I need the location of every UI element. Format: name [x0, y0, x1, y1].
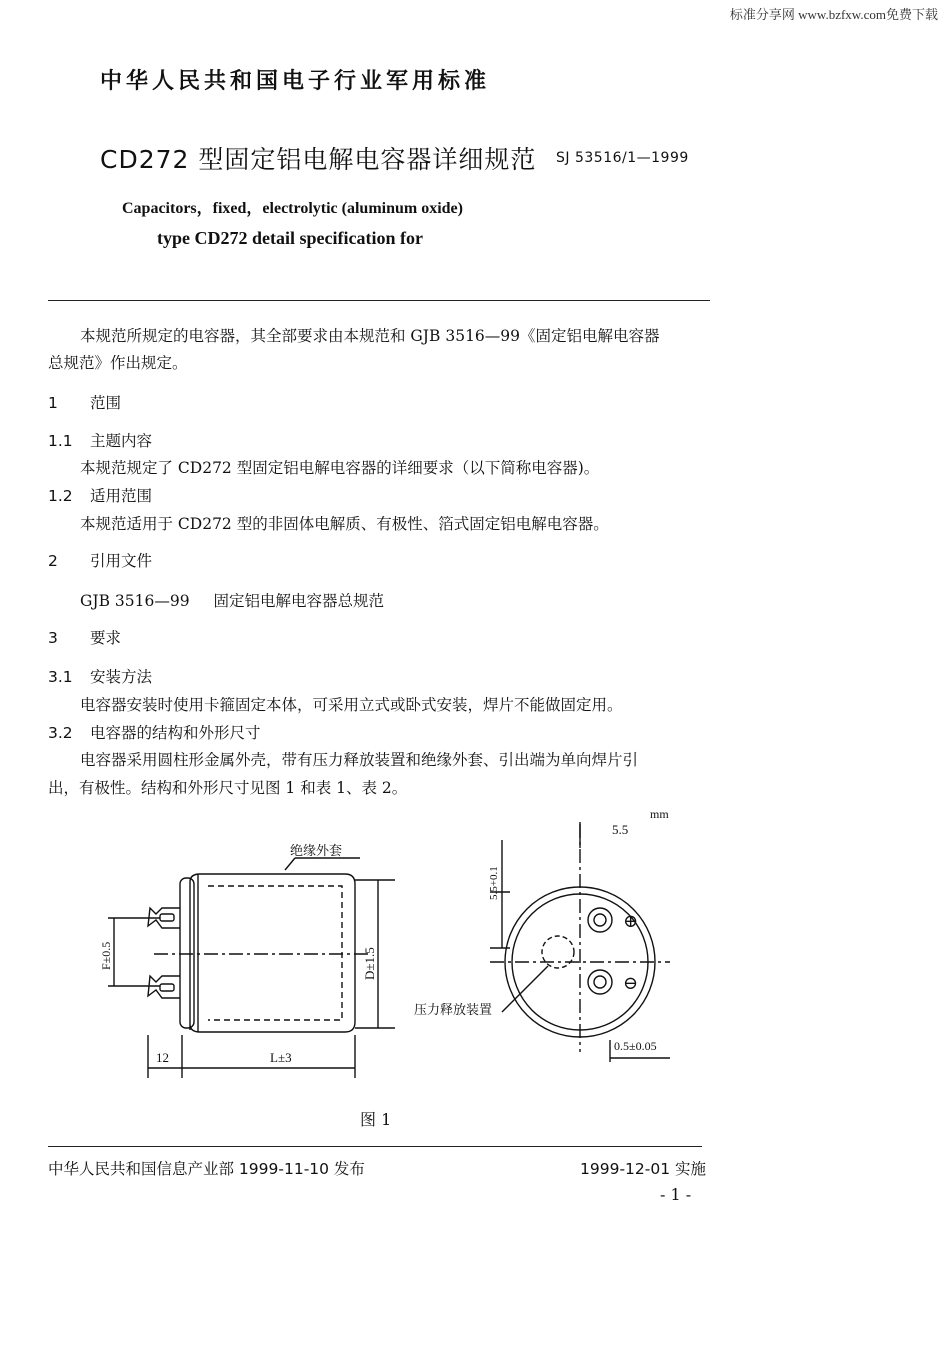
section-title: 适用范围 — [90, 487, 153, 505]
plus-terminal-icon: ⊕ — [623, 911, 639, 931]
section-title: 主题内容 — [90, 432, 153, 450]
footer-divider — [48, 1146, 702, 1147]
capacitor-inner-outline — [208, 886, 342, 1020]
length-l-label: L±3 — [270, 1050, 292, 1065]
header-divider — [48, 300, 710, 301]
sleeve-label: 绝缘外套 — [290, 843, 343, 858]
issuer-line: 中华人民共和国信息产业部 1999-11-10 发布 — [48, 1160, 365, 1178]
document-title: CD272 型固定铝电解电容器详细规范 — [100, 145, 537, 174]
standard-title: 中华人民共和国电子行业军用标准 — [100, 69, 491, 94]
section-number: 1.1 — [48, 432, 73, 450]
section-title: 引用文件 — [90, 552, 153, 570]
page-number: - 1 - — [660, 1185, 692, 1204]
reference-code: GJB 3516—99 — [80, 592, 190, 610]
section-heading-3 — [48, 626, 121, 648]
terminal-bottom — [148, 976, 180, 998]
section-3-2-text-line2: 出，有极性。结构和外形尺寸见图 1 和表 1、表 2。 — [48, 779, 408, 797]
f-dimension-label: F±0.5 — [99, 941, 113, 970]
length-12-label: 12 — [156, 1050, 169, 1065]
section-heading-1-2 — [48, 484, 152, 506]
dimension-05-label: 0.5±0.05 — [614, 1039, 657, 1053]
section-3-2-text-line1: 电容器采用圆柱形金属外壳，带有压力释放装置和绝缘外套、引出端为单向焊片引 — [80, 751, 639, 769]
section-title: 范围 — [90, 394, 122, 412]
section-number: 3 — [48, 629, 58, 647]
minus-terminal-icon: ⊖ — [623, 973, 639, 993]
section-number: 3.2 — [48, 724, 73, 742]
english-title-line1: Capacitors，fixed，electrolytic (aluminum oxide) — [122, 200, 463, 217]
section-3-1-text: 电容器安装时使用卡箍固定本体，可采用立式或卧式安装，焊片不能做固定用。 — [80, 696, 623, 714]
intro-paragraph-line2: 总规范》作出规定。 — [48, 354, 188, 372]
figure-1-drawing — [90, 800, 710, 1100]
watermark: 标准分享网 www.bzfxw.com免费下载 — [729, 7, 938, 22]
capacitor-body-outline — [190, 874, 355, 1032]
pressure-relief-label: 压力释放装置 — [414, 1002, 493, 1017]
d-dimension-label: D±1.5 — [362, 947, 377, 980]
section-heading-2 — [48, 549, 152, 571]
intro-paragraph-line1: 本规范所规定的电容器，其全部要求由本规范和 GJB 3516—99《固定铝电解电容器 — [80, 327, 660, 345]
dimension-55-top-label: 5.5 — [612, 822, 629, 837]
section-number: 1 — [48, 394, 58, 412]
capacitor-flange — [180, 878, 194, 1028]
section-heading-1-1 — [48, 429, 152, 451]
section-title: 安装方法 — [90, 668, 153, 686]
section-1-2-text: 本规范适用于 CD272 型的非固体电解质、有极性、箔式固定铝电解电容器。 — [80, 515, 609, 533]
section-heading-1 — [48, 391, 121, 413]
document-code: SJ 53516/1—1999 — [556, 150, 689, 166]
section-number: 2 — [48, 552, 58, 570]
section-number: 1.2 — [48, 487, 73, 505]
section-title: 要求 — [90, 629, 122, 647]
unit-label: mm — [650, 807, 669, 821]
english-title-line2: type CD272 detail specification for — [157, 228, 423, 248]
pressure-relief-vent — [542, 936, 574, 968]
section-heading-3-2 — [48, 721, 261, 743]
section-1-1-text: 本规范规定了 CD272 型固定铝电解电容器的详细要求（以下简称电容器)。 — [80, 459, 600, 477]
figure-caption: 图 1 — [360, 1110, 392, 1129]
reference-document — [80, 589, 384, 611]
section-heading-3-1 — [48, 665, 152, 687]
effective-date: 1999-12-01 实施 — [580, 1160, 707, 1178]
reference-title: 固定铝电解电容器总规范 — [213, 592, 384, 610]
dimension-55-side-label: 5.5+0.1 — [488, 866, 500, 900]
section-title: 电容器的结构和外形尺寸 — [90, 724, 261, 742]
section-number: 3.1 — [48, 668, 73, 686]
